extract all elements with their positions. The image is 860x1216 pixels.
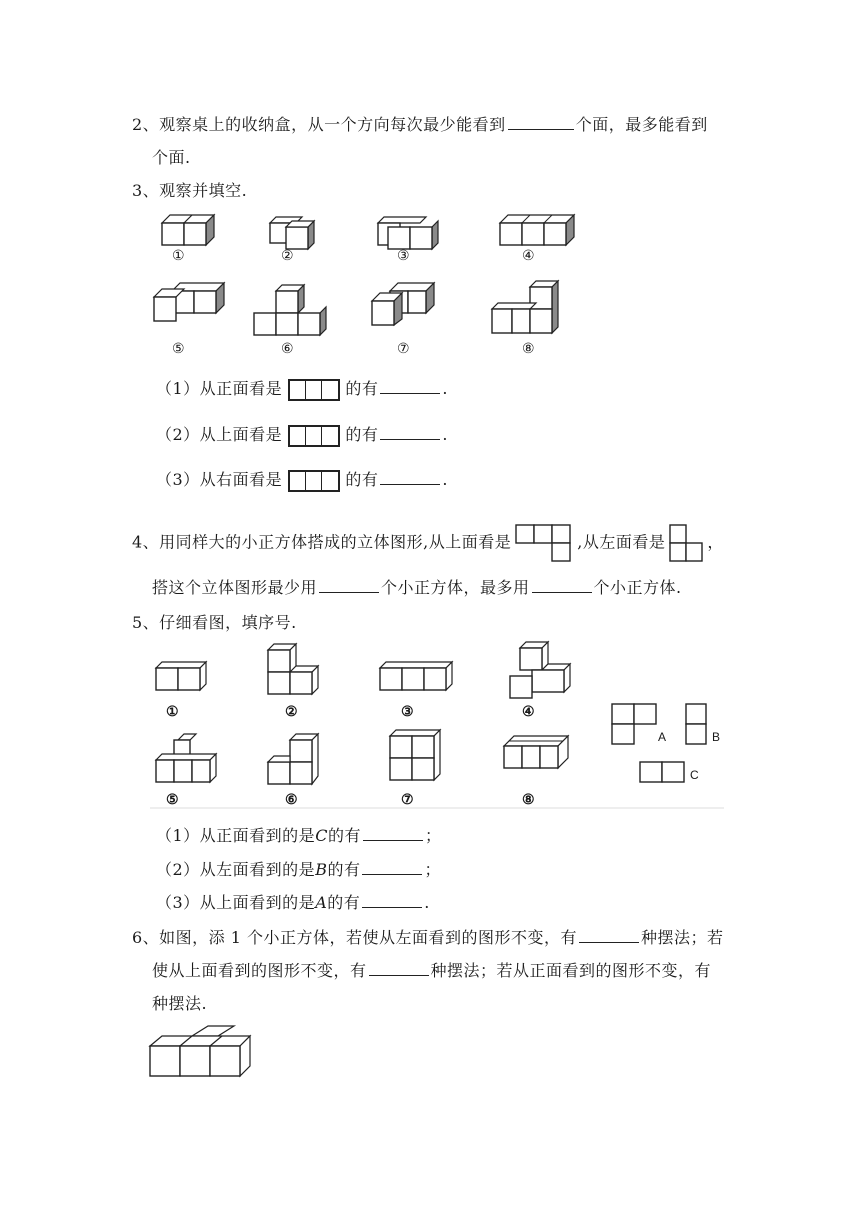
- answer-blank[interactable]: [380, 425, 440, 440]
- q4-line2: 搭这个立体图形最少用 个小正方体，最多用 个小正方体.: [152, 578, 682, 597]
- q3-item-2: （2）从上面看是 的有 .: [156, 422, 448, 447]
- q4-left-view: [669, 524, 703, 562]
- q3-label-7: ⑦: [397, 341, 410, 357]
- q5-view-b: [686, 704, 706, 744]
- q5-title: 5、仔细看图，填序号.: [132, 613, 297, 632]
- answer-blank[interactable]: [362, 893, 422, 908]
- q6-figure: [150, 1024, 280, 1094]
- q5-figure-8: [504, 736, 568, 768]
- q3-figure-2: [270, 217, 314, 249]
- q3-item-1: （1）从正面看是 的有 .: [156, 376, 448, 401]
- q3-figure-7: [372, 283, 434, 325]
- q3-label-5: ⑤: [172, 341, 185, 357]
- q3-label-2: ②: [281, 248, 294, 264]
- q5-item-1: （1）从正面看到的是C的有 ；: [156, 826, 442, 845]
- answer-blank[interactable]: [319, 578, 379, 593]
- answer-blank[interactable]: [508, 115, 574, 130]
- answer-blank[interactable]: [363, 826, 423, 841]
- q5-figure-1: [156, 662, 206, 690]
- q3-figure-5: [154, 283, 224, 321]
- q5-label-1: ①: [166, 704, 179, 720]
- q5-figure-4: [510, 642, 570, 698]
- q5-view-c: [640, 762, 684, 782]
- three-square-view: [288, 470, 340, 492]
- q2-line1: 2、观察桌上的收纳盒，从一个方向每次最少能看到 个面，最多能看到: [132, 115, 708, 134]
- q5-view-a: [612, 704, 656, 744]
- q5-label-3: ③: [401, 704, 414, 720]
- q3-figures: [0, 205, 860, 385]
- answer-blank[interactable]: [362, 860, 422, 875]
- q5-label-7: ⑦: [401, 792, 414, 808]
- q3-item-3: （3）从右面看是 的有 .: [156, 467, 448, 492]
- q5-figure-7: [390, 730, 440, 780]
- q5-label-6: ⑥: [285, 792, 298, 808]
- q5-item-2: （2）从左面看到的是B的有 ；: [156, 860, 441, 879]
- answer-blank[interactable]: [532, 578, 592, 593]
- q5-figure-6: [268, 734, 318, 784]
- answer-blank[interactable]: [369, 961, 429, 976]
- three-square-view: [288, 425, 340, 447]
- q3-figure-6: [254, 285, 326, 335]
- q5-view-label-c: C: [690, 768, 699, 782]
- q5-label-8: ⑧: [522, 792, 535, 808]
- q5-view-label-b: B: [712, 730, 721, 744]
- q5-figure-3: [380, 662, 452, 690]
- three-square-view: [288, 379, 340, 401]
- q3-label-4: ④: [522, 248, 535, 264]
- q6-line1: 6、如图，添 1 个小正方体，若使从左面看到的图形不变，有 种摆法；若: [132, 928, 724, 947]
- q5-item-3: （3）从上面看到的是A的有 .: [156, 893, 430, 912]
- q5-label-2: ②: [285, 704, 298, 720]
- q3-figure-3: [378, 217, 438, 249]
- q3-label-1: ①: [172, 248, 185, 264]
- q3-figure-1: [162, 215, 214, 245]
- q6-line2: 使从上面看到的图形不变，有 种摆法；若从正面看到的图形不变，有: [152, 961, 712, 980]
- q5-label-5: ⑤: [166, 792, 179, 808]
- answer-blank[interactable]: [380, 379, 440, 394]
- q5-view-label-a: A: [658, 730, 667, 744]
- q3-figure-8: [492, 281, 558, 333]
- q2-line2: 个面.: [152, 148, 191, 167]
- q6-line3: 种摆法.: [152, 994, 208, 1013]
- q3-label-3: ③: [397, 248, 410, 264]
- q3-figure-4: [500, 215, 574, 245]
- q5-figure-2: [268, 644, 318, 694]
- answer-blank[interactable]: [380, 470, 440, 485]
- q4-top-view: [515, 524, 573, 562]
- q4-line1: 4、用同样大的小正方体搭成的立体图形,从上面看是 ,从左面看是 ，: [132, 524, 724, 562]
- q3-label-8: ⑧: [522, 341, 535, 357]
- q5-figures: [0, 640, 860, 820]
- q5-label-4: ④: [522, 704, 535, 720]
- q3-title: 3、观察并填空.: [132, 181, 248, 200]
- answer-blank[interactable]: [579, 928, 639, 943]
- q3-label-6: ⑥: [281, 341, 294, 357]
- q5-figure-5: [156, 734, 216, 782]
